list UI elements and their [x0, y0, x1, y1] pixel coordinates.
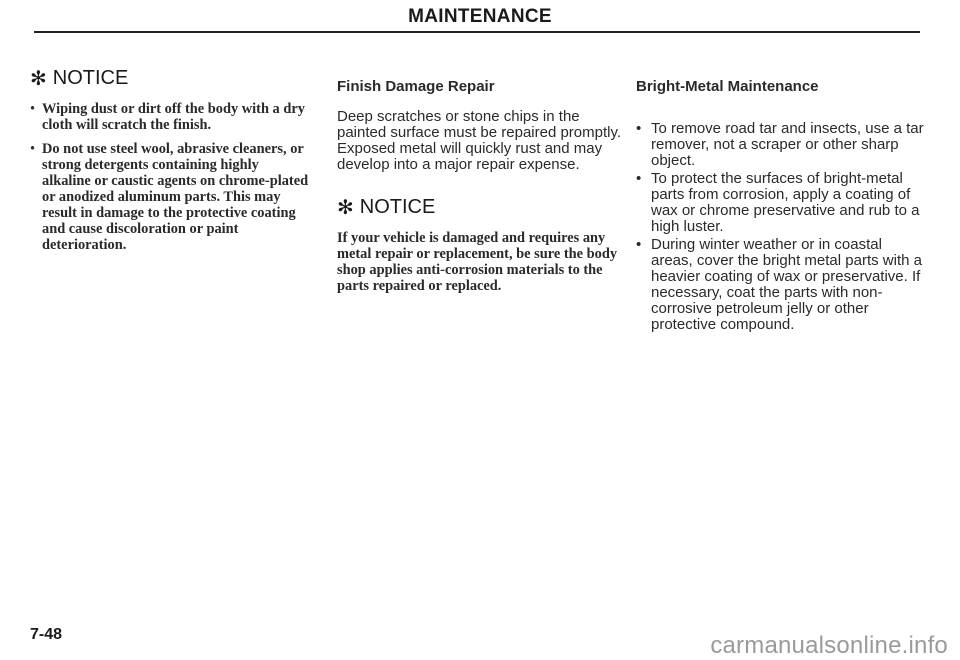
notice-heading [337, 195, 627, 220]
list-item: • To protect the surfaces of bright-metal parts from corrosion, apply a coating of wax or chrome preservative and rub to a high luster. [636, 170, 920, 235]
notice-list [30, 101, 310, 253]
list-item: • To remove road tar and insects, use a tar remover, not a scraper or other sharp object. [636, 120, 924, 169]
section-body: Deep scratches or stone chips in the painted surface must be repaired promptly. Exposed metal will quickly rust and may develop into a major repair expense. [337, 108, 622, 173]
page-title: MAINTENANCE [408, 6, 552, 27]
notice-heading [30, 66, 310, 91]
asterisk-icon: ✻ [30, 68, 47, 90]
column-finish-damage-repair [337, 78, 627, 294]
list-item: • Wiping dust or dirt off the body with a dry cloth will scratch the finish. [30, 101, 305, 133]
bullet-icon: • [30, 101, 36, 117]
list-item: • Do not use steel wool, abrasive cleaners, or strong detergents containing highly alkaline or caustic agents on chrome-plated or anodized aluminum parts. This may result in damage to the protective coating and cause discoloration or paint deterioration. [30, 141, 309, 253]
column-bright-metal-maintenance [636, 78, 926, 335]
section-title: Bright-Metal Maintenance [636, 78, 819, 95]
header-divider [34, 31, 920, 33]
notice-body: If your vehicle is damaged and requires any metal repair or replacement, be sure the body shop applies anti-corrosion materials to the parts repaired or replaced. [337, 230, 618, 294]
notice-title: NOTICE [52, 67, 129, 89]
maintenance-list [636, 121, 926, 333]
notice-title: NOTICE [359, 196, 436, 218]
watermark: carmanualsonline.info [710, 632, 948, 659]
column-notice [30, 66, 310, 261]
bullet-icon: • [30, 141, 36, 157]
asterisk-icon: ✻ [337, 197, 354, 219]
bullet-icon: • [636, 120, 642, 137]
bullet-icon: • [636, 236, 642, 253]
section-title: Finish Damage Repair [337, 78, 495, 95]
page-number: 7-48 [30, 626, 63, 643]
list-item: • During winter weather or in coastal areas, cover the bright metal parts with a heavier coating of wax or preservative. If necessary, coat the parts with non-corrosive petroleum jelly or other protective compound. [636, 236, 922, 333]
bullet-icon: • [636, 170, 642, 187]
